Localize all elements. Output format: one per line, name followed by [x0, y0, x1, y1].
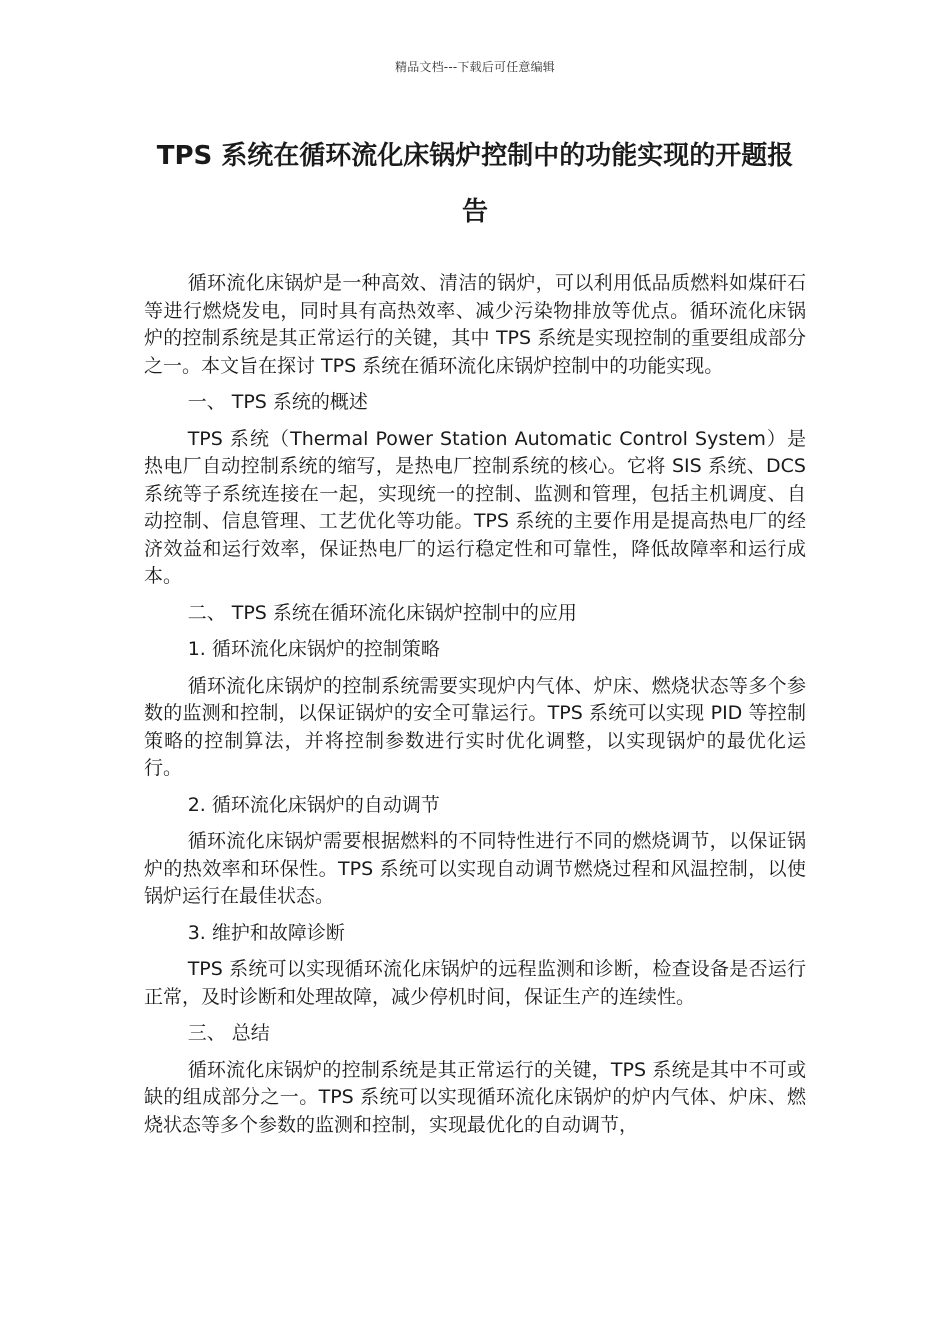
section-heading-overview: 一、 TPS 系统的概述: [187, 391, 368, 413]
document-title: TPS 系统在循环流化床锅炉控制中的功能实现的开题报告: [156, 141, 794, 227]
document-body: [144, 270, 806, 1148]
summary-paragraph: 循环流化床锅炉的控制系统是其正常运行的关键，TPS 系统是其中不可或缺的组成部分之一。TPS 系统可以实现循环流化床锅炉的炉内气体、炉床、燃烧状态等多个参数的监测和控制，实现最优化的自动调节，: [144, 1058, 806, 1136]
section-heading-application: 二、 TPS 系统在循环流化床锅炉控制中的应用: [187, 601, 577, 624]
overview-paragraph: TPS 系统（Thermal Power Station Automatic Control System）是热电厂自动控制系统的缩写，是热电厂控制系统的核心。它将 SIS 系统、DCS 系统等子系统连接在一起，实现统一的控制、监测和管理，包括主机调度、自动控制、信息管理、工艺优化等功能。TPS 系统的主要作用是提高热电厂的经济效益和运行效率，保证热电厂的运行稳定性和可靠性，降低故障率和运行成本。: [144, 427, 806, 587]
auto-adjustment-paragraph: 循环流化床锅炉需要根据燃料的不同特性进行不同的燃烧调节，以保证锅炉的热效率和环保性。TPS 系统可以实现自动调节燃烧过程和风温控制，以使锅炉运行在最佳状态。: [144, 830, 806, 907]
subheading-control-strategy: 1. 循环流化床锅炉的控制策略: [187, 638, 440, 660]
control-strategy-paragraph: 循环流化床锅炉的控制系统需要实现炉内气体、炉床、燃烧状态等多个参数的监测和控制，以保证锅炉的安全可靠运行。TPS 系统可以实现 PID 等控制策略的控制算法，并将控制参数进行实时优化调整，以实现锅炉的最优化运行。: [144, 674, 806, 779]
maintenance-paragraph: TPS 系统可以实现循环流化床锅炉的远程监测和诊断，检查设备是否运行正常，及时诊断和处理故障，减少停机时间，保证生产的连续性。: [144, 958, 806, 1008]
header-note: 精品文档---下载后可任意编辑: [395, 60, 555, 74]
subheading-auto-adjustment: 2. 循环流化床锅炉的自动调节: [187, 793, 440, 816]
section-heading-summary: 三、 总结: [187, 1022, 270, 1044]
intro-paragraph: 循环流化床锅炉是一种高效、清洁的锅炉，可以利用低品质燃料如煤矸石等进行燃烧发电，同时具有高热效率、减少污染物排放等优点。循环流化床锅炉的控制系统是其正常运行的关键，其中 TPS 系统是实现控制的重要组成部分之一。本文旨在探讨 TPS 系统在循环流化床锅炉控制中的功能实现。: [144, 272, 806, 377]
subheading-maintenance: 3. 维护和故障诊断: [187, 921, 345, 944]
